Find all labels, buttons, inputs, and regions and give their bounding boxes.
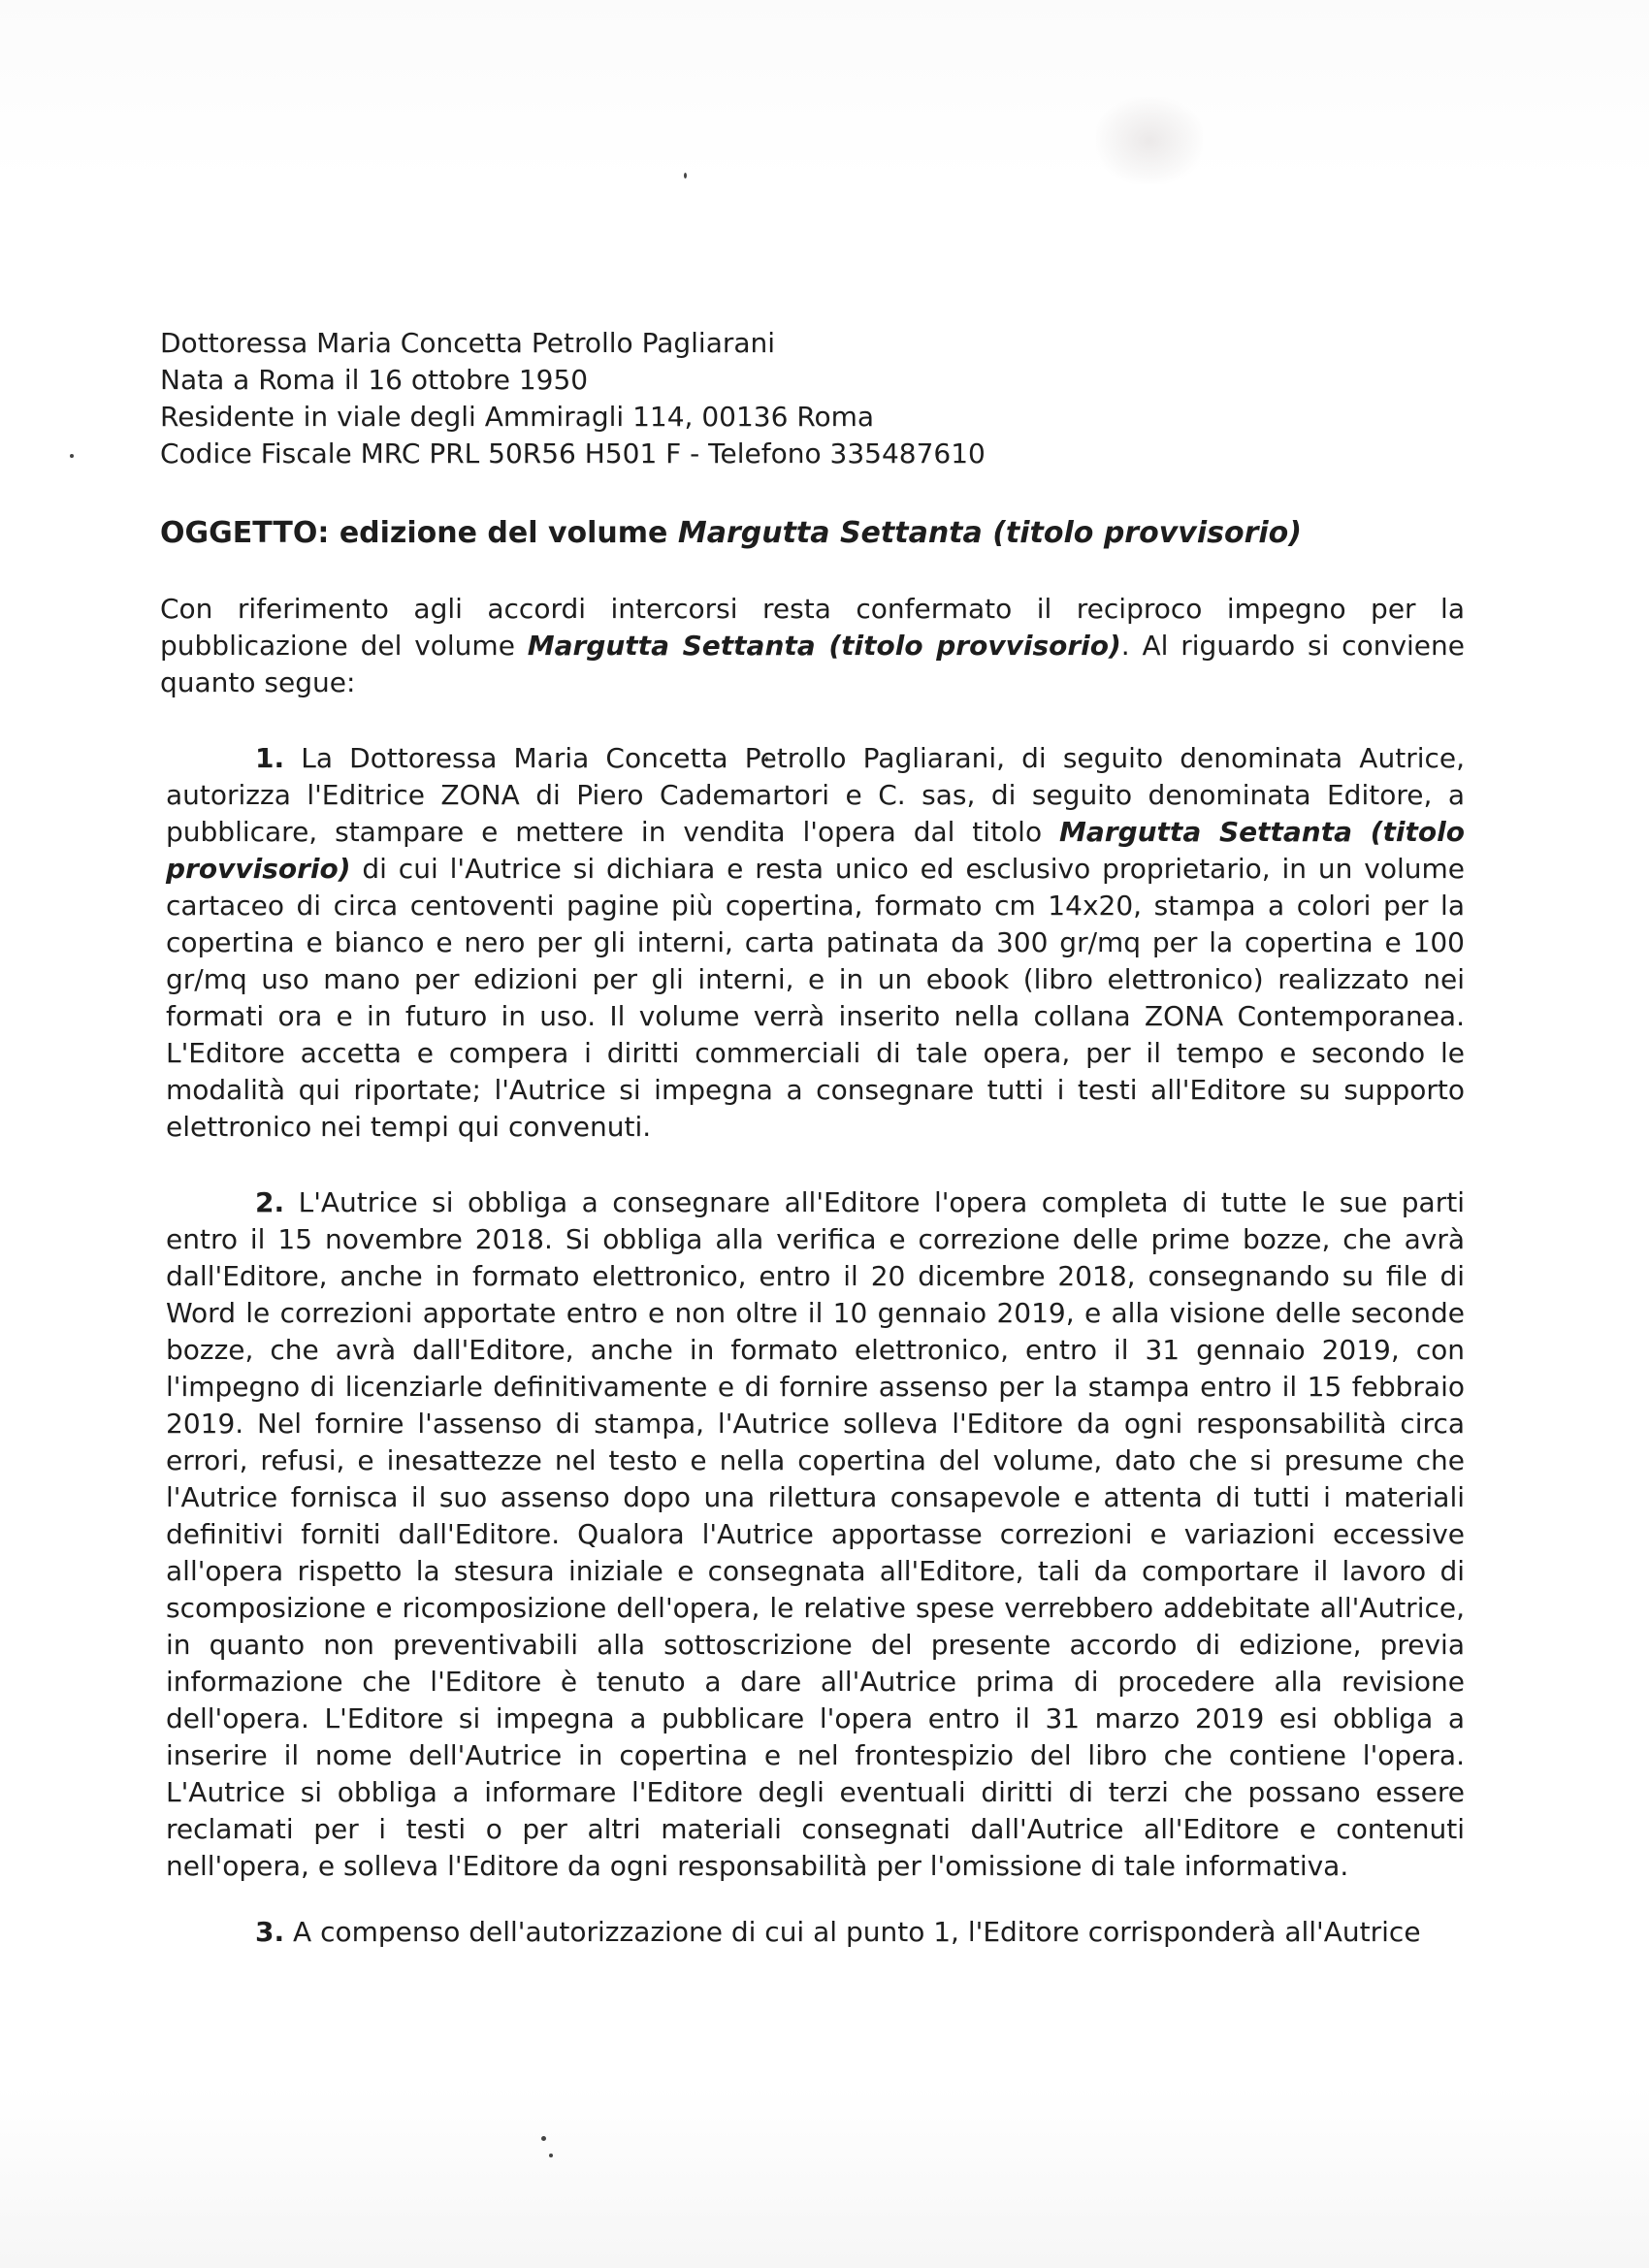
clause-text: A compenso dell'autorizzazione di cui al punto 1, l'Editore corrisponderà all'Autrice [284,1916,1421,1948]
sender-birth: Nata a Roma il 16 ottobre 1950 [160,364,589,396]
scan-speck [549,2154,553,2157]
clause-3 [160,1914,1465,1951]
clause-number: 2. [255,1186,285,1218]
clause-text: di cui l'Autrice si dichiara e resta unico ed esclusivo proprietario, in un volume cartaceo di circa centoventi pagine più copertina, formato cm 14x20, stampa a colori per la copertina e bianco e nero per gli interni, carta patinata da 300 gr/mq per la copertina e 100 gr/mq uso mano per edizioni per gli interni, e in un ebook (libro elettronico) realizzato nei formati ora e in futuro in uso. Il volume verrà inserito nella collana ZONA Contemporanea. L'Editore accetta e compera i diritti commerciali di tale opera, per il tempo e secondo le modalità qui riportate; l'Autrice si impegna a consegnare tutti i testi all'Editore su supporto elettronico nei tempi qui convenuti. [166,853,1465,1143]
subject-title: Margutta Settanta (titolo provvisorio) [677,516,1302,550]
intro-paragraph [160,591,1465,701]
clause-2 [160,1184,1465,1885]
clause-1 [160,740,1465,1146]
scan-speck [541,2136,546,2141]
subject-line [160,515,1465,552]
letter-body [160,325,1465,1951]
intro-after: . Al riguardo si conviene quanto segue: [160,630,1466,698]
sender-residence: Residente in viale degli Ammiragli 114, 00136 Roma [160,401,875,433]
clause-title: Margutta Settanta (titolo provvisorio) [166,816,1465,885]
clause-text: L'Autrice si obbliga a consegnare all'Editore l'opera completa di tutte le sue parti entro il 15 novembre 2018. Si obbliga alla verifica e correzione delle prime bozze, che avrà dall'Editore, anche in formato elettronico, entro il 20 dicembre 2018, consegnando su file di Word le correzioni apportate entro e non oltre il 10 gennaio 2019, e alla visione delle seconde bozze, che avrà dall'Editore, anche in formato elettronico, entro il 31 gennaio 2019, con l'impegno di licenziarle definitivamente e di fornire assenso per la stampa entro il 15 febbraio 2019. Nel fornire l'assenso di stampa, l'Autrice solleva l'Editore da ogni responsabilità circa errori, refusi, e inesattezze nel testo e nella copertina del volume, dato che si presume che l'Autrice fornisca il suo assenso dopo una rilettura consapevole e attenta di tutti i materiali definitivi forniti dall'Editore. Qualora l'Autrice apportasse correzioni e variazioni eccessive all'opera rispetto la stesura iniziale e consegnata all'Editore, tali da comportare il lavoro di scomposizione e ricomposizione dell'opera, le relative spese verrebbero addebitate all'Autrice, in quanto non preventivabili alla sottoscrizione del presente accordo di edizione, previa informazione che l'Editore è tenuto a dare all'Autrice prima di procedere alla revisione dell'opera. L'Editore si impegna a pubblicare l'opera entro il 31 marzo 2019 esi obbliga a inserire il nome dell'Autrice in copertina e nel frontespizio del libro che contiene l'opera. L'Autrice si obbliga a informare l'Editore degli eventuali diritti di terzi che possano essere reclamati per i testi o per altri materiali consegnati dall'Autrice all'Editore e contenuti nell'opera, e solleva l'Editore da ogni responsabilità per l'omissione di tale informativa. [166,1186,1465,1882]
scan-speck [70,454,74,458]
clause-number: 1. [255,742,285,774]
subject-text: edizione del volume [329,516,678,550]
paper-smudge [1096,97,1203,184]
sender-fiscal-code: Codice Fiscale MRC PRL 50R56 H501 F - Telefono 335487610 [160,437,986,470]
sender-header [160,325,1465,472]
clause-number: 3. [255,1916,285,1948]
intro-title: Margutta Settanta (titolo provvisorio) [527,630,1121,662]
scan-speck [684,173,687,178]
clause-text: La Dottoressa Maria Concetta Petrollo Pagliarani, di seguito denominata Autrice, autorizza l'Editrice ZONA di Piero Cademartori e C. sas, di seguito denominata Editore, a pubblicare, stampare e mettere in vendita l'opera dal titolo [166,742,1465,848]
subject-label: OGGETTO: [160,516,330,550]
sender-name: Dottoressa Maria Concetta Petrollo Pagliarani [160,327,776,359]
intro-before: Con riferimento agli accordi intercorsi resta confermato il reciproco impegno per la pubblicazione del volume [160,593,1465,662]
